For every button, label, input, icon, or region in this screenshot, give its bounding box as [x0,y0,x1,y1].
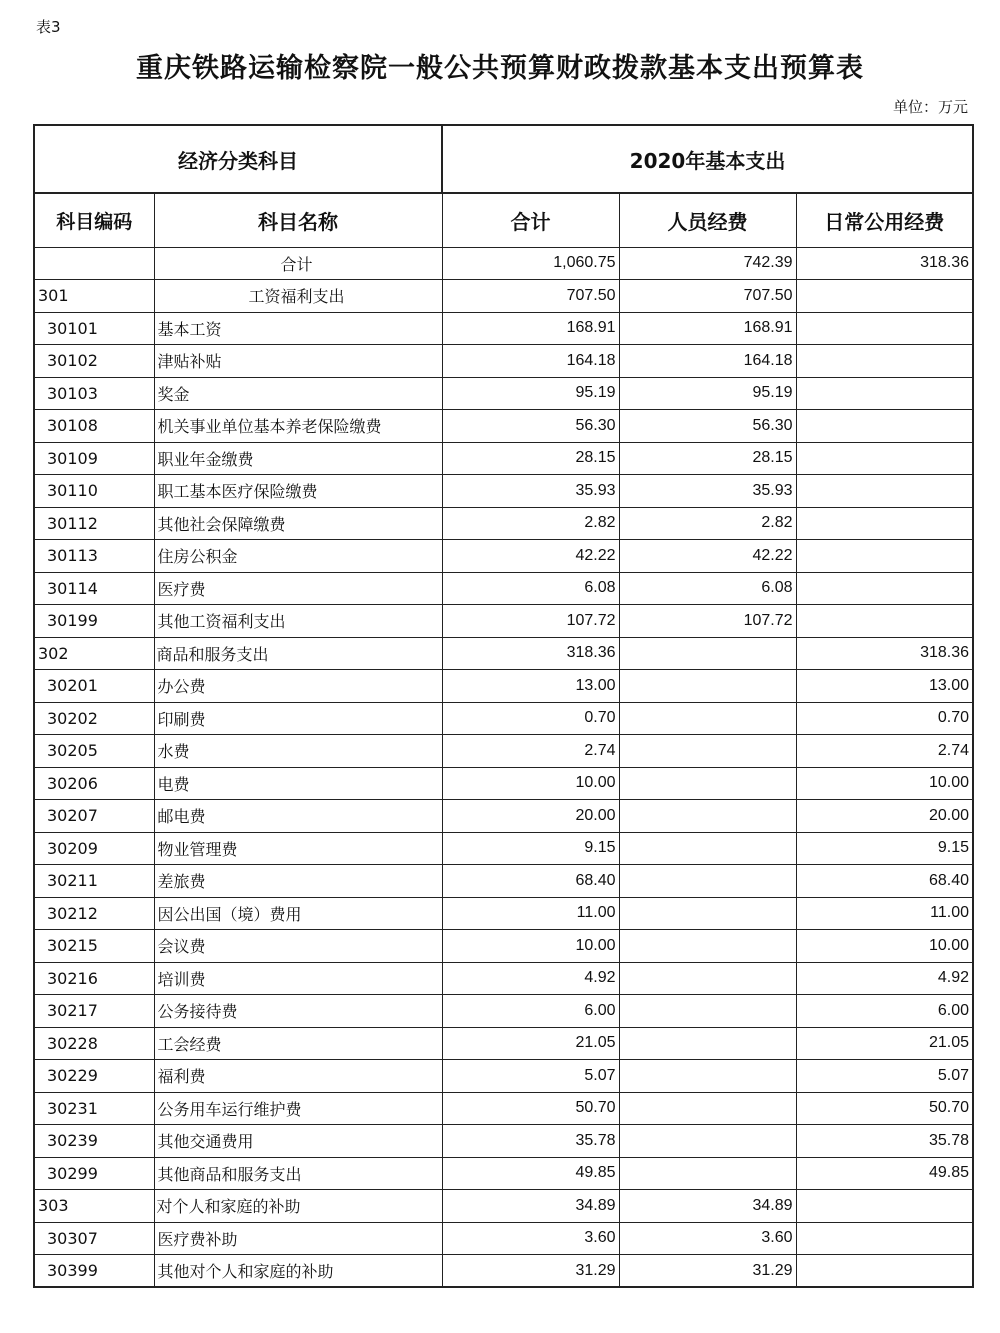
cell-code: 30109 [34,442,154,475]
table-row [34,1027,973,1060]
cell-public: 318.36 [796,247,973,280]
table-row [34,345,973,378]
cell-name: 职工基本医疗保险缴费 [154,475,442,508]
cell-public [796,442,973,475]
cell-personnel: 42.22 [619,540,796,573]
cell-total: 107.72 [442,605,619,638]
cell-public [796,410,973,443]
cell-total: 49.85 [442,1157,619,1190]
cell-name: 印刷费 [154,702,442,735]
cell-public: 11.00 [796,897,973,930]
cell-personnel [619,930,796,963]
cell-name: 医疗费补助 [154,1222,442,1255]
table-row [34,995,973,1028]
table-row [34,540,973,573]
cell-public: 6.00 [796,995,973,1028]
cell-code: 30110 [34,475,154,508]
header-total: 合计 [442,193,619,247]
table-row [34,735,973,768]
cell-code: 30299 [34,1157,154,1190]
table-row [34,1060,973,1093]
cell-code: 303 [34,1190,154,1223]
header-code: 科目编码 [34,193,154,247]
cell-personnel [619,865,796,898]
cell-code: 30207 [34,800,154,833]
cell-personnel [619,702,796,735]
cell-public: 50.70 [796,1092,973,1125]
table-row [34,312,973,345]
cell-personnel [619,1060,796,1093]
cell-personnel: 31.29 [619,1255,796,1288]
cell-code: 30215 [34,930,154,963]
header-econ-class: 经济分类科目 [34,125,442,193]
header-row-1 [34,125,973,193]
cell-code [34,247,154,280]
table-row [34,800,973,833]
cell-name: 其他商品和服务支出 [154,1157,442,1190]
cell-total: 6.00 [442,995,619,1028]
cell-public [796,572,973,605]
budget-table [33,124,974,1288]
cell-code: 30307 [34,1222,154,1255]
cell-public: 10.00 [796,930,973,963]
cell-name: 会议费 [154,930,442,963]
cell-public: 5.07 [796,1060,973,1093]
cell-public: 13.00 [796,670,973,703]
table-row [34,865,973,898]
cell-name: 基本工资 [154,312,442,345]
cell-name: 差旅费 [154,865,442,898]
table-row [34,605,973,638]
cell-personnel [619,670,796,703]
cell-personnel [619,637,796,670]
cell-name: 物业管理费 [154,832,442,865]
cell-personnel [619,735,796,768]
cell-personnel [619,800,796,833]
table-row [34,832,973,865]
cell-public [796,312,973,345]
header-personnel: 人员经费 [619,193,796,247]
cell-name: 住房公积金 [154,540,442,573]
cell-code: 302 [34,637,154,670]
table-row [34,897,973,930]
cell-personnel: 3.60 [619,1222,796,1255]
cell-name: 公务用车运行维护费 [154,1092,442,1125]
cell-name: 因公出国（境）费用 [154,897,442,930]
table-row [34,247,973,280]
cell-total: 21.05 [442,1027,619,1060]
cell-code: 30101 [34,312,154,345]
cell-name: 机关事业单位基本养老保险缴费 [154,410,442,443]
cell-total: 2.74 [442,735,619,768]
cell-personnel [619,962,796,995]
cell-name: 奖金 [154,377,442,410]
cell-name: 合计 [154,247,442,280]
cell-code: 30199 [34,605,154,638]
cell-code: 30228 [34,1027,154,1060]
cell-code: 30216 [34,962,154,995]
table-row [34,1157,973,1190]
table-row [34,637,973,670]
cell-public [796,507,973,540]
cell-name: 职业年金缴费 [154,442,442,475]
table-row [34,572,973,605]
cell-public [796,345,973,378]
cell-code: 30212 [34,897,154,930]
cell-personnel: 2.82 [619,507,796,540]
cell-personnel [619,897,796,930]
cell-name: 福利费 [154,1060,442,1093]
cell-name: 其他工资福利支出 [154,605,442,638]
cell-code: 30102 [34,345,154,378]
cell-personnel: 28.15 [619,442,796,475]
header-name: 科目名称 [154,193,442,247]
table-row [34,1255,973,1288]
cell-public: 68.40 [796,865,973,898]
cell-code: 301 [34,280,154,313]
cell-public [796,1222,973,1255]
table-row [34,1190,973,1223]
cell-total: 2.82 [442,507,619,540]
cell-total: 6.08 [442,572,619,605]
cell-public: 10.00 [796,767,973,800]
cell-name: 其他对个人和家庭的补助 [154,1255,442,1288]
cell-code: 30399 [34,1255,154,1288]
cell-personnel: 168.91 [619,312,796,345]
cell-name: 培训费 [154,962,442,995]
cell-name: 其他社会保障缴费 [154,507,442,540]
cell-public [796,1190,973,1223]
cell-total: 10.00 [442,930,619,963]
table-row [34,442,973,475]
cell-name: 公务接待费 [154,995,442,1028]
cell-public: 20.00 [796,800,973,833]
table-row [34,1092,973,1125]
header-row-2 [34,193,973,247]
cell-public: 318.36 [796,637,973,670]
cell-public [796,540,973,573]
cell-total: 164.18 [442,345,619,378]
cell-total: 20.00 [442,800,619,833]
cell-public: 0.70 [796,702,973,735]
cell-total: 3.60 [442,1222,619,1255]
cell-code: 30113 [34,540,154,573]
cell-name: 津贴补贴 [154,345,442,378]
unit-label: 单位：万元 [892,98,968,116]
cell-public [796,475,973,508]
cell-personnel [619,767,796,800]
cell-personnel: 742.39 [619,247,796,280]
cell-name: 办公费 [154,670,442,703]
table-row [34,280,973,313]
cell-total: 56.30 [442,410,619,443]
cell-total: 9.15 [442,832,619,865]
cell-personnel: 107.72 [619,605,796,638]
cell-personnel: 56.30 [619,410,796,443]
cell-code: 30205 [34,735,154,768]
cell-name: 医疗费 [154,572,442,605]
cell-total: 34.89 [442,1190,619,1223]
cell-total: 31.29 [442,1255,619,1288]
table-row [34,702,973,735]
cell-total: 11.00 [442,897,619,930]
document-title: 重庆铁路运输检察院一般公共预算财政拨款基本支出预算表 [136,53,864,84]
table-row [34,507,973,540]
cell-total: 50.70 [442,1092,619,1125]
cell-code: 30239 [34,1125,154,1158]
cell-name: 对个人和家庭的补助 [154,1190,442,1223]
cell-personnel [619,832,796,865]
cell-name: 商品和服务支出 [154,637,442,670]
cell-code: 30103 [34,377,154,410]
cell-public: 4.92 [796,962,973,995]
cell-code: 30211 [34,865,154,898]
cell-public [796,605,973,638]
table-number: 表3 [36,18,61,36]
cell-name: 水费 [154,735,442,768]
cell-personnel: 164.18 [619,345,796,378]
cell-name: 工资福利支出 [154,280,442,313]
cell-code: 30209 [34,832,154,865]
header-public: 日常公用经费 [796,193,973,247]
cell-code: 30206 [34,767,154,800]
cell-personnel: 35.93 [619,475,796,508]
cell-total: 168.91 [442,312,619,345]
cell-name: 邮电费 [154,800,442,833]
cell-total: 13.00 [442,670,619,703]
table-row [34,377,973,410]
budget-table-body [34,125,973,1287]
cell-code: 30114 [34,572,154,605]
table-row [34,1125,973,1158]
cell-code: 30201 [34,670,154,703]
cell-total: 318.36 [442,637,619,670]
cell-total: 10.00 [442,767,619,800]
cell-code: 30217 [34,995,154,1028]
table-row [34,767,973,800]
cell-public [796,280,973,313]
cell-total: 35.78 [442,1125,619,1158]
cell-total: 35.93 [442,475,619,508]
cell-total: 42.22 [442,540,619,573]
cell-personnel: 707.50 [619,280,796,313]
table-row [34,1222,973,1255]
cell-public: 49.85 [796,1157,973,1190]
cell-code: 30108 [34,410,154,443]
cell-personnel: 95.19 [619,377,796,410]
cell-public: 21.05 [796,1027,973,1060]
table-row [34,930,973,963]
cell-personnel: 6.08 [619,572,796,605]
cell-name: 电费 [154,767,442,800]
cell-personnel [619,1125,796,1158]
cell-public: 35.78 [796,1125,973,1158]
table-row [34,670,973,703]
table-row [34,410,973,443]
cell-total: 68.40 [442,865,619,898]
cell-total: 28.15 [442,442,619,475]
cell-total: 1,060.75 [442,247,619,280]
cell-public [796,1255,973,1288]
cell-public: 9.15 [796,832,973,865]
cell-code: 30229 [34,1060,154,1093]
cell-total: 707.50 [442,280,619,313]
table-row [34,962,973,995]
cell-name: 其他交通费用 [154,1125,442,1158]
cell-total: 0.70 [442,702,619,735]
cell-public [796,377,973,410]
cell-personnel [619,995,796,1028]
cell-total: 4.92 [442,962,619,995]
cell-total: 95.19 [442,377,619,410]
table-row [34,475,973,508]
cell-personnel [619,1157,796,1190]
cell-personnel [619,1027,796,1060]
cell-code: 30231 [34,1092,154,1125]
cell-personnel: 34.89 [619,1190,796,1223]
cell-total: 5.07 [442,1060,619,1093]
cell-name: 工会经费 [154,1027,442,1060]
cell-personnel [619,1092,796,1125]
header-year-basic: 2020年基本支出 [442,125,973,193]
cell-code: 30202 [34,702,154,735]
cell-code: 30112 [34,507,154,540]
cell-public: 2.74 [796,735,973,768]
